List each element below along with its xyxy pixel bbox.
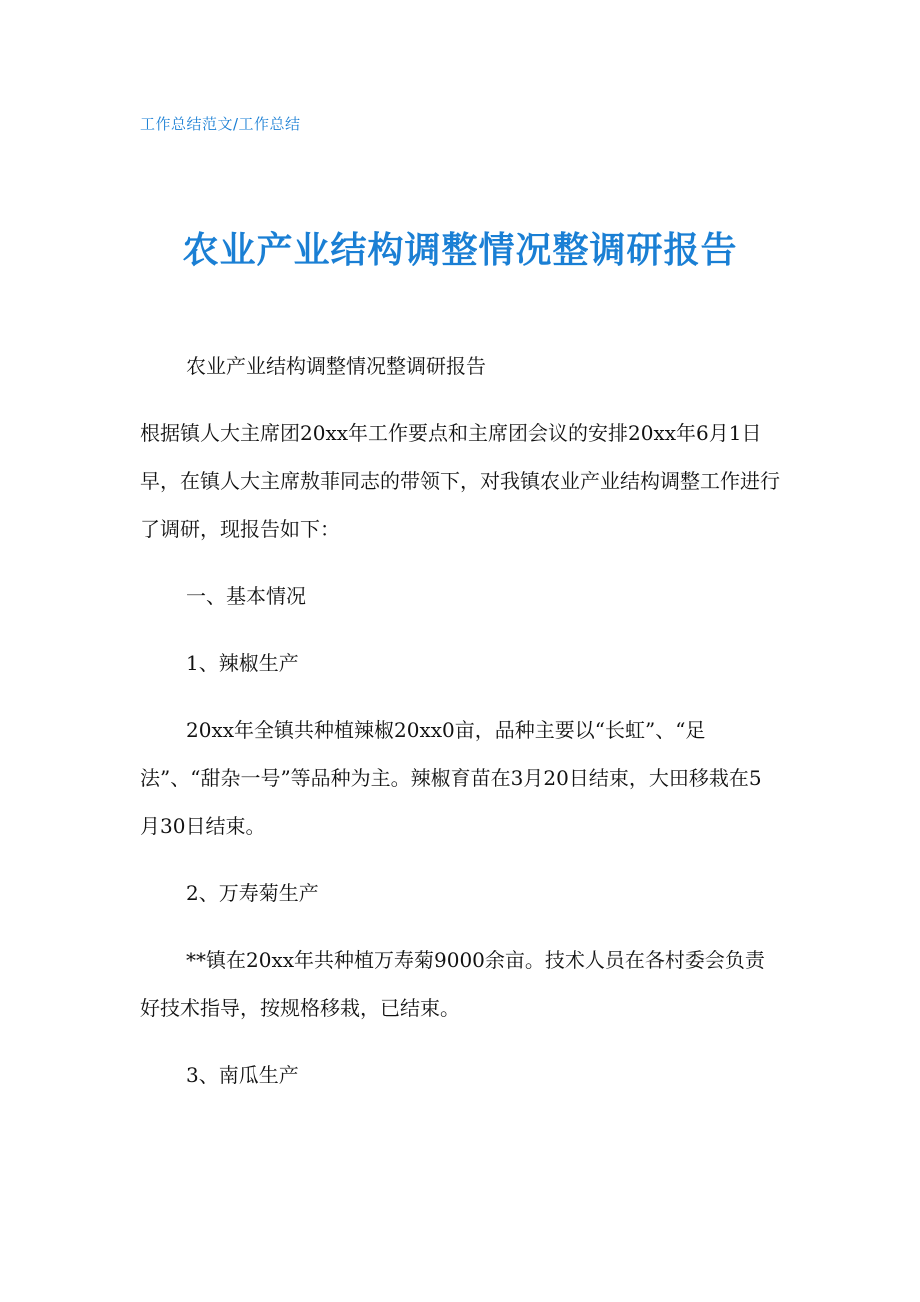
paragraph-intro: 根据镇人大主席团20xx年工作要点和主席团会议的安排20xx年6月1日早，在镇人大主席敖菲同志的带领下，对我镇农业产业结构调整工作进行了调研，现报告如下： <box>140 421 780 541</box>
paragraph-subtitle: 农业产业结构调整情况整调研报告 <box>186 354 486 378</box>
subsection-heading-pumpkin: 3、南瓜生产 <box>186 1063 299 1087</box>
paragraph-marigold: **镇在20xx年共种植万寿菊9000余亩。技术人员在各村委会负责好技术指导，按规格移栽，已结束。 <box>140 948 765 1020</box>
document-body <box>140 342 780 1118</box>
subsection-heading-marigold: 2、万寿菊生产 <box>186 881 319 905</box>
document-title: 农业产业结构调整情况整调研报告 <box>182 230 738 271</box>
subsection-heading-chili: 1、辣椒生产 <box>186 651 299 675</box>
paragraph-chili: 20xx年全镇共种植辣椒20xx0亩，品种主要以“长虹”、“足法”、“甜杂一号”等品种为主。辣椒育苗在3月20日结束，大田移栽在5月30日结束。 <box>140 718 762 838</box>
breadcrumb[interactable]: 工作总结范文/工作总结 <box>140 115 301 133</box>
section-heading-basic-situation: 一、基本情况 <box>186 584 306 608</box>
